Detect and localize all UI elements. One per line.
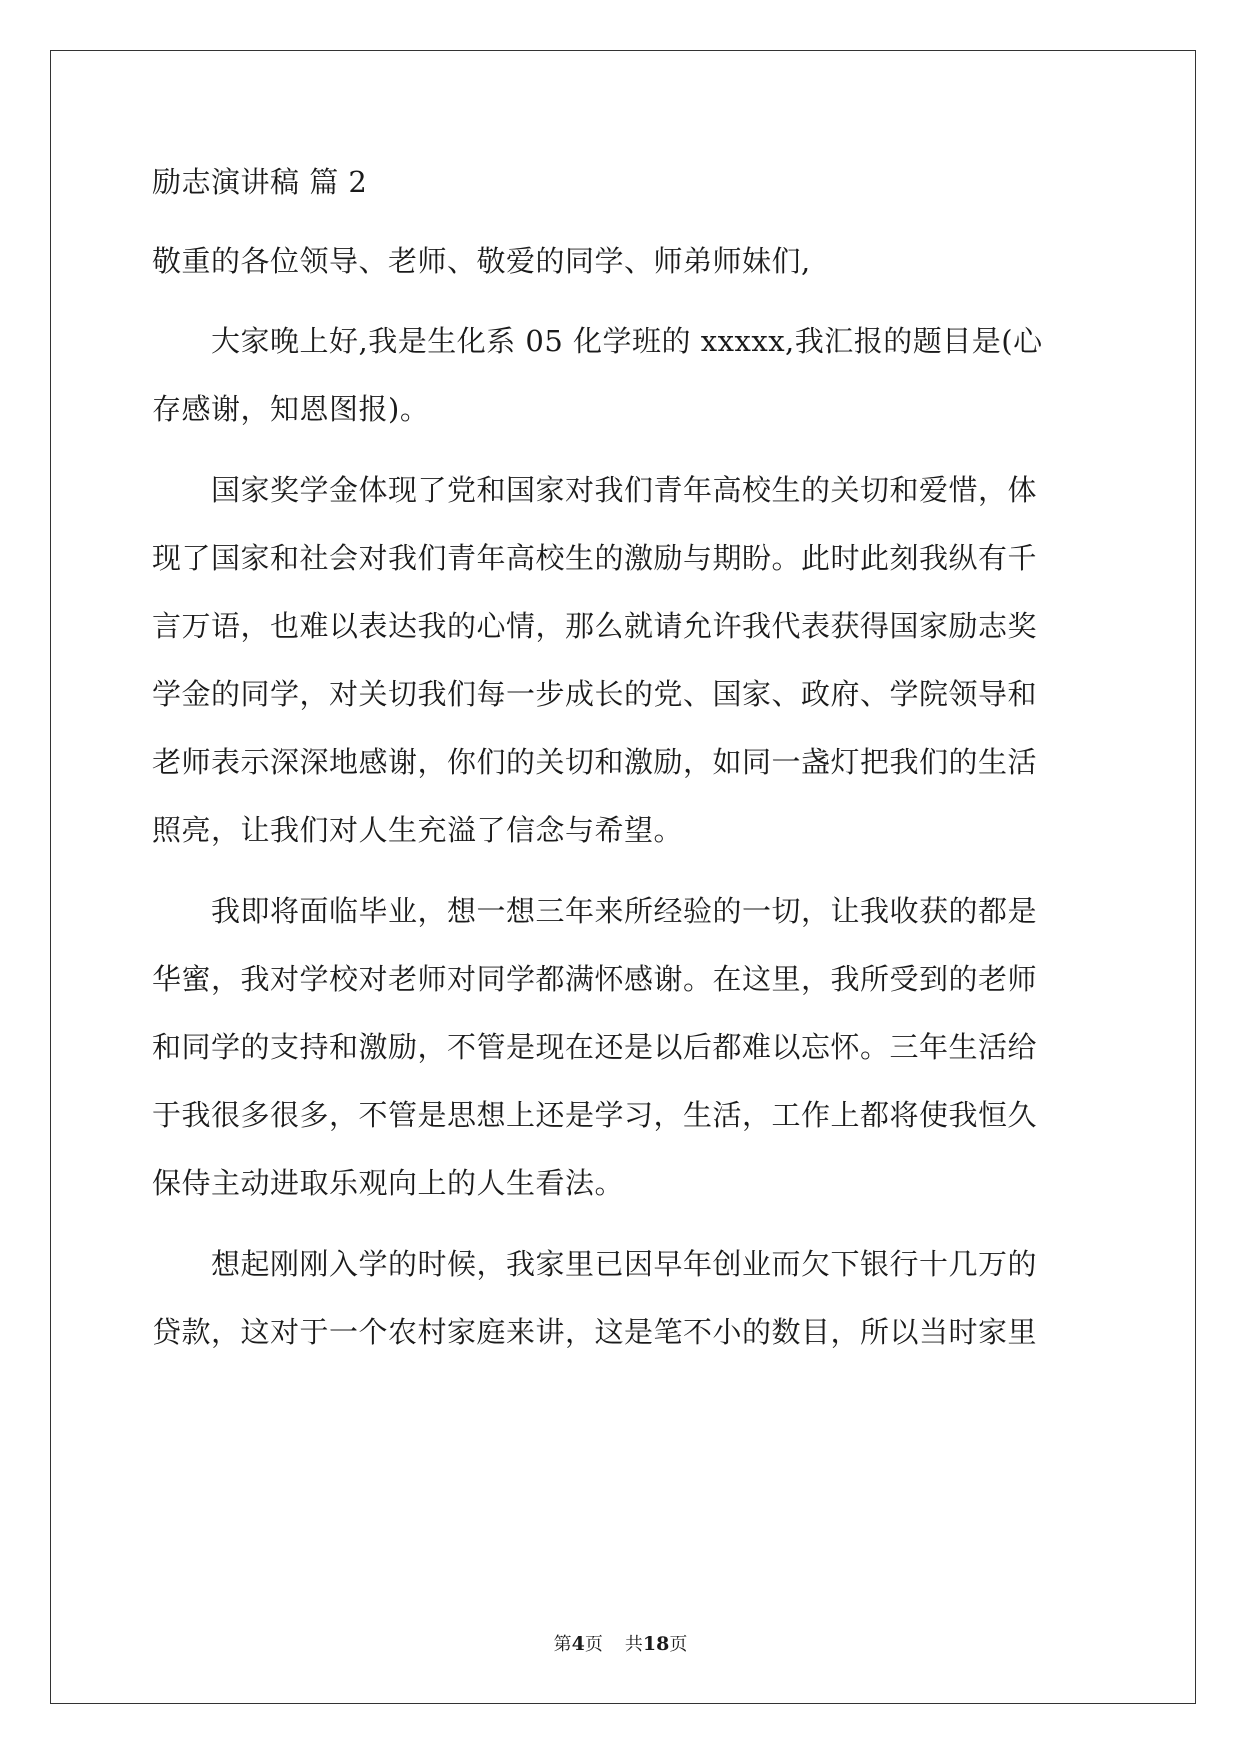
page-border	[50, 50, 1196, 1704]
text-line: 和同学的支持和激励，不管是现在还是以后都难以忘怀。三年生活给	[152, 1030, 1038, 1064]
salutation-line: 敬重的各位领导、老师、敬爱的同学、师弟师妹们,	[152, 244, 811, 278]
text-line: 保侍主动进取乐观向上的人生看法。	[152, 1166, 625, 1200]
current-page-number: 4	[571, 1633, 585, 1655]
document-title: 励志演讲稿 篇 2	[152, 165, 368, 199]
text-line: 华蜜，我对学校对老师对同学都满怀感谢。在这里，我所受到的老师	[152, 962, 1038, 996]
text-line: 存感谢，知恩图报)。	[152, 392, 430, 426]
footer-prefix: 第	[553, 1634, 572, 1655]
text-line: 言万语，也难以表达我的心情，那么就请允许我代表获得国家励志奖	[152, 609, 1038, 643]
text-line: 学金的同学，对关切我们每一步成长的党、国家、政府、学院领导和	[152, 677, 1038, 711]
page-footer	[0, 1632, 1241, 1657]
total-page-number: 18	[642, 1633, 670, 1655]
footer-page-unit: 页	[584, 1634, 603, 1655]
text-line: 贷款，这对于一个农村家庭来讲，这是笔不小的数目，所以当时家里	[152, 1315, 1038, 1349]
footer-total-unit: 页	[669, 1634, 688, 1655]
text-line: 照亮，让我们对人生充溢了信念与希望。	[152, 813, 684, 847]
text-line: 老师表示深深地感谢，你们的关切和激励，如同一盏灯把我们的生活	[152, 745, 1038, 779]
footer-total-prefix: 共	[624, 1634, 643, 1655]
text-line: 大家晚上好,我是生化系 05 化学班的 xxxxx,我汇报的题目是(心	[152, 324, 1043, 358]
text-line: 我即将面临毕业，想一想三年来所经验的一切，让我收获的都是	[152, 894, 1038, 928]
text-line: 国家奖学金体现了党和国家对我们青年高校生的关切和爱惜，体	[152, 473, 1038, 507]
text-line: 于我很多很多，不管是思想上还是学习，生活，工作上都将使我恒久	[152, 1098, 1038, 1132]
text-line: 现了国家和社会对我们青年高校生的激励与期盼。此时此刻我纵有千	[152, 541, 1038, 575]
text-line: 想起刚刚入学的时候，我家里已因早年创业而欠下银行十几万的	[152, 1247, 1038, 1281]
